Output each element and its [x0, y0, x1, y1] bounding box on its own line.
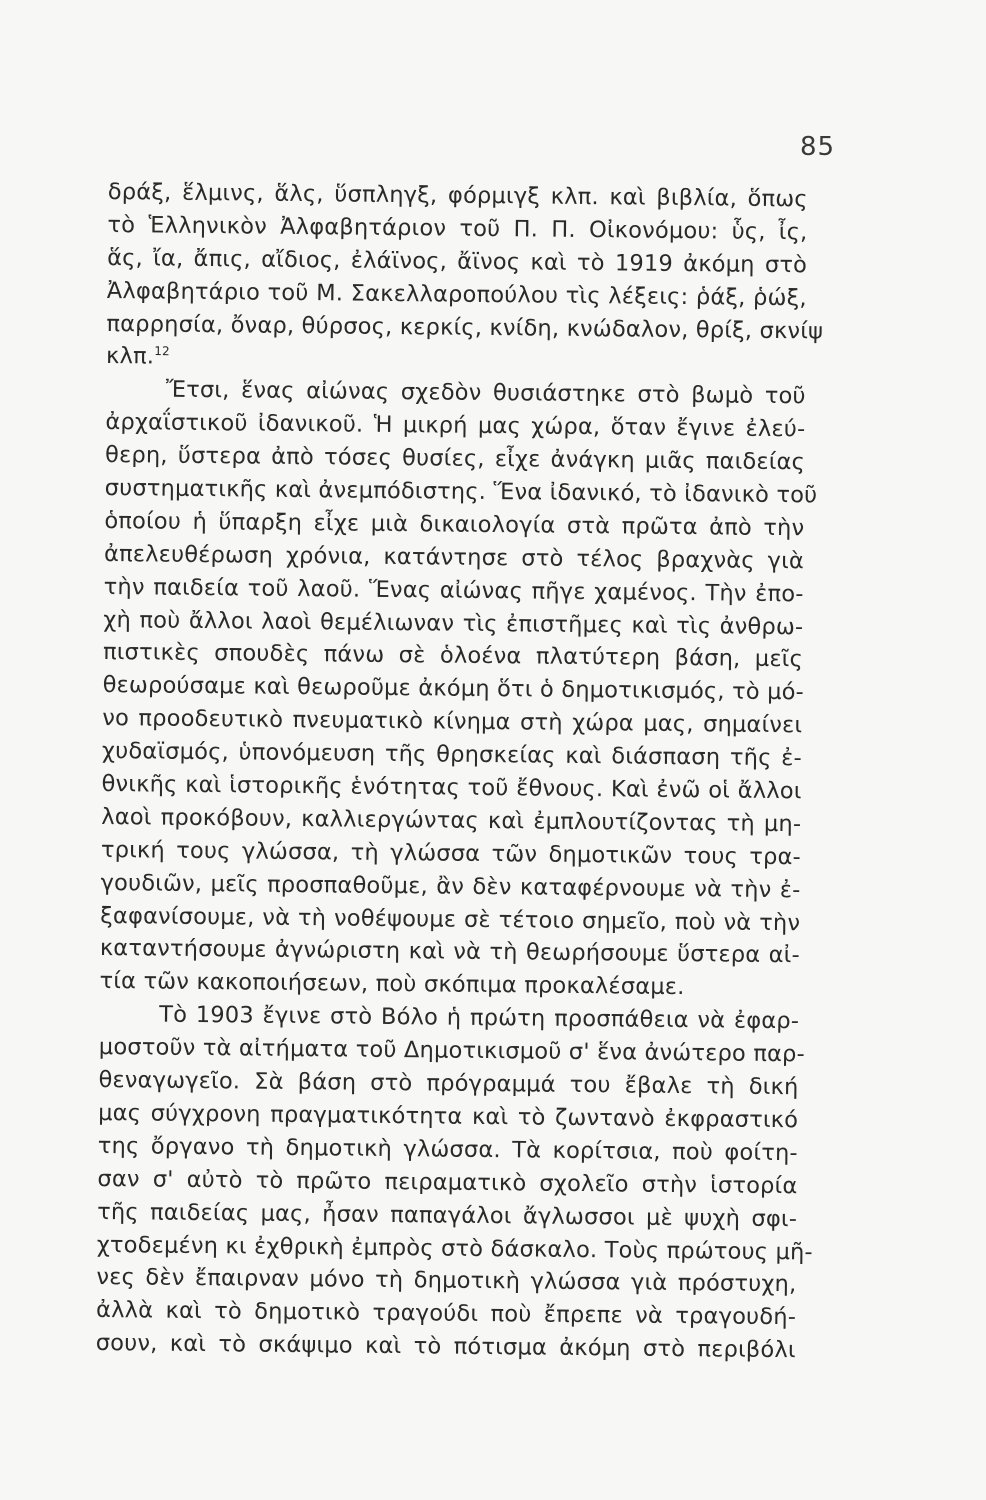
text-line: μας σύγχρονη πραγματικότητα καὶ τὸ ζωντανὸ ἐκφραστικό — [98, 1099, 799, 1134]
text-line: σαν σ' αὐτὸ τὸ πρῶτο πειραματικὸ σχολεῖο στὴν ἱστορία — [97, 1165, 798, 1199]
text-line: τὸ Ἑλληνικὸν Ἀλφαβητάριον τοῦ Π. Π. Οἰκονόμου: ὗς, ἶς, — [107, 211, 808, 246]
text-line: συστηματικῆς καὶ ἀνεμπόδιστης. Ἕνα ἰδανικό, τὸ ἰδανικὸ τοῦ — [104, 474, 818, 509]
text-line: θεναγωγεῖο. Σὰ βάση στὸ πρόγραμμά του ἔβαλε τὴ δική — [98, 1066, 799, 1101]
text-line: χτοδεμένη κι ἐχθρικὴ ἐμπρὸς στὸ δάσκαλο. Τοὺς πρώτους μῆ- — [96, 1231, 813, 1265]
text-line: πιστικὲς σπουδὲς πάνω σὲ ὁλοένα πλατύτερη βάση, μεῖς — [102, 639, 804, 673]
text-line: ἀλλὰ καὶ τὸ δημοτικὸ τραγούδι ποὺ ἔπρεπε νὰ τραγουδή- — [95, 1297, 797, 1331]
text-line: θεωρούσαμε καὶ θεωροῦμε ἀκόμη ὅτι ὁ δημοτικισμός, τὸ μό- — [102, 672, 805, 706]
text-line: νες δὲν ἔπαιρναν μόνο τὴ δημοτικὴ γλώσσα γιὰ πρόστυχη, — [96, 1264, 797, 1298]
text-line: τία τῶν κακοποιήσεων, ποὺ σκόπιμα προκαλέσαμε. — [99, 968, 685, 1001]
text-line: ἀπελευθέρωση χρόνια, κατάντησε στὸ τέλος βραχνὰς γιὰ — [103, 540, 805, 575]
text-line: Τὸ 1903 ἔγινε στὸ Βόλο ἡ πρώτη προσπάθεια νὰ ἐφαρ- — [159, 1001, 800, 1035]
text-line: σουν, καὶ τὸ σκάψιμο καὶ τὸ πότισμα ἀκόμη στὸ περιβόλι — [95, 1330, 796, 1364]
text-line: νο προοδευτικὸ πνευματικὸ κίνημα στὴ χώρα μας, σημαίνει — [102, 705, 803, 739]
text-line: της ὄργανο τὴ δημοτικὴ γλώσσα. Τὰ κορίτσια, ποὺ φοίτη- — [97, 1132, 798, 1167]
text-line: κλπ. — [105, 343, 155, 370]
text-line: θερη, ὕστερα ἀπὸ τόσες θυσίες, εἶχε ἀνάγκη μιᾶς παιδείας — [104, 442, 806, 476]
footnote-ref: 12 — [154, 344, 170, 359]
text-line: τὴν παιδεία τοῦ λαοῦ. Ἕνας αἰώνας πῆγε χαμένος. Τὴν ἐπο- — [103, 573, 804, 607]
text-line: ξαφανίσουμε, νὰ τὴ νοθέψουμε σὲ τέτοιο σημεῖο, ποὺ νὰ τὴν — [100, 902, 801, 936]
text-line: λαοὶ προκόβουν, καλλιεργώντας καὶ ἐμπλουτίζοντας τὴ μη- — [101, 803, 802, 838]
text-line: τρική τους γλώσσα, τὴ γλώσσα τῶν δημοτικῶν τους τρα- — [100, 836, 802, 871]
text-line: θνικῆς καὶ ἱστορικῆς ἑνότητας τοῦ ἔθνους. Καὶ ἐνῶ οἱ ἄλλοι — [101, 770, 802, 805]
text-line: χὴ ποὺ ἄλλοι λαοὶ θεμέλιωναν τὶς ἐπιστῆμες καὶ τὶς ἀνθρω- — [103, 606, 804, 640]
text-line: μοστοῦν τὰ αἰτήματα τοῦ Δημοτικισμοῦ σ' ἕνα ἀνώτερο παρ- — [98, 1034, 806, 1068]
text-line: γουδιῶν, μεῖς προσπαθοῦμε, ἂν δὲν καταφέρνουμε νὰ τὴν ἐ- — [100, 869, 801, 903]
text-line: παρρησία, ὄναρ, θύρσος, κερκίς, κνίδη, κνώδαλον, θρίξ, σκνίψ — [106, 310, 824, 345]
text-line: δράξ, ἕλμινς, ἅλς, ὕσπληγξ, φόρμιγξ κλπ. καὶ βιβλία, ὅπως — [107, 178, 808, 213]
page-number: 85 — [800, 132, 836, 162]
text-line: χυδαϊσμός, ὑπονόμευση τῆς θρησκείας καὶ διάσπαση τῆς ἐ- — [101, 738, 803, 772]
text-line: ἅς, ἴα, ἄπις, αἴδιος, ἐλάϊνος, ἄϊνος καὶ τὸ 1919 ἀκόμη στὸ — [107, 244, 808, 279]
text-line: ἀρχαΐστικοῦ ἰδανικοῦ. Ἡ μικρή μας χώρα, ὅταν ἔγινε ἐλεύ- — [105, 409, 806, 443]
text-line: καταντήσουμε ἀγνώριστη καὶ νὰ τὴ θεωρήσουμε ὕστερα αἰ- — [99, 935, 801, 969]
text-line: τῆς παιδείας μας, ἦσαν παπαγάλοι ἄγλωσσοι μὲ ψυχὴ σφι- — [97, 1198, 798, 1232]
text-line: Ἀλφαβητάριο τοῦ Μ. Σακελλαροπούλου τὶς λέξεις: ῥάξ, ῥώξ, — [106, 277, 807, 311]
body-text — [95, 176, 824, 1367]
text-line: ὁποίου ἡ ὕπαρξη εἶχε μιὰ δικαιολογία στὰ πρῶτα ἀπὸ τὴν — [104, 507, 805, 542]
text-line: Ἔτσι, ἕνας αἰώνας σχεδὸν θυσιάστηκε στὸ βωμὸ τοῦ — [165, 376, 806, 410]
